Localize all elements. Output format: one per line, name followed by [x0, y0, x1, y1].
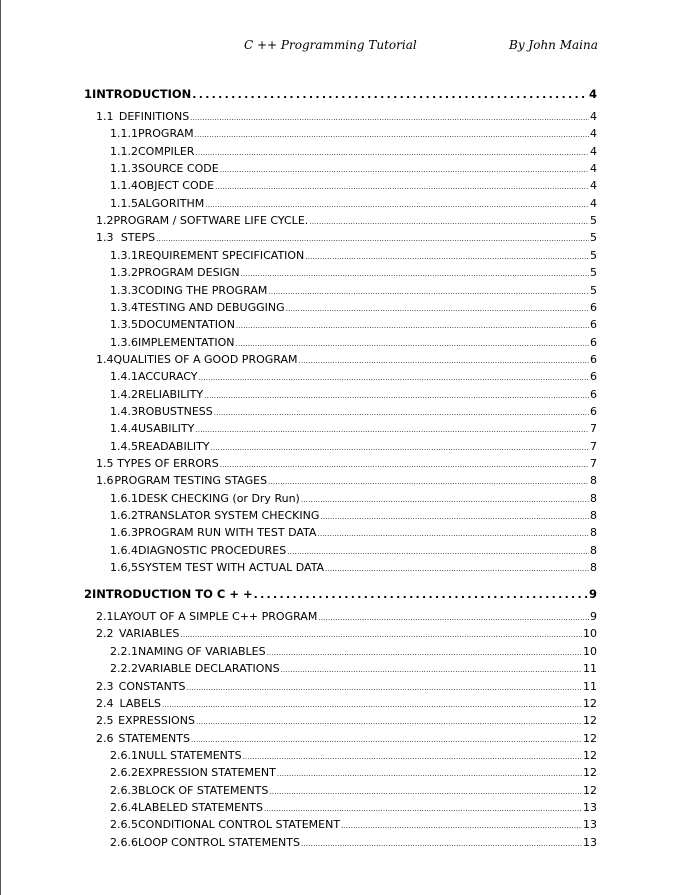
toc-dot-leader	[267, 645, 582, 658]
toc-dot-leader	[187, 680, 582, 693]
toc-number: 1.6.4	[110, 543, 138, 557]
toc-dot-leader	[277, 766, 582, 779]
toc-label: DOCUMENTATION	[138, 318, 235, 332]
toc-page-number: 8	[590, 543, 597, 557]
toc-page-number: 12	[583, 766, 597, 780]
toc-page-number: 4	[590, 127, 597, 141]
toc-page-number: 6	[590, 404, 597, 418]
toc-number: 2.1	[96, 610, 114, 624]
toc-dot-leader	[309, 214, 589, 227]
toc-dot-leader	[301, 836, 582, 849]
toc-label: ROBUSTNESS	[138, 404, 213, 418]
toc-entry[interactable]	[110, 318, 597, 335]
toc-number: 1.3.3	[110, 283, 138, 297]
toc-number: 1.4.5	[110, 439, 138, 453]
toc-dot-leader	[220, 457, 589, 470]
toc-page-number: 12	[583, 783, 597, 797]
toc-number: 2.6.2	[110, 766, 138, 780]
header-title: C ++ Programming Tutorial	[244, 38, 417, 52]
toc-label: CODING THE PROGRAM	[138, 283, 268, 297]
toc-page-number: 8	[590, 526, 597, 540]
toc-entry[interactable]	[84, 87, 597, 107]
toc-dot-leader	[162, 697, 582, 710]
toc-dot-leader	[220, 162, 589, 175]
toc-page-number: 12	[583, 696, 597, 710]
toc-entry[interactable]	[84, 587, 597, 607]
toc-label: DESK CHECKING (or Dry Run)	[138, 491, 300, 505]
toc-number: 1.6.3	[110, 526, 138, 540]
toc-entry[interactable]	[96, 680, 597, 697]
toc-entry[interactable]	[110, 836, 597, 853]
toc-page-number: 10	[583, 627, 597, 641]
toc-page-number: 4	[590, 144, 597, 158]
toc-label: IMPLEMENTATION	[138, 335, 235, 349]
toc-number: 1.5	[96, 457, 114, 470]
toc-page-number: 6	[590, 387, 597, 401]
toc-entry[interactable]	[110, 422, 597, 439]
toc-page-number: 9	[590, 610, 597, 624]
toc-label: USABILITY	[138, 422, 195, 436]
toc-entry[interactable]	[110, 266, 597, 283]
toc-label: PROGRAM	[138, 127, 194, 141]
toc-dot-leader	[264, 801, 582, 814]
toc-page-number: 12	[583, 731, 597, 745]
toc-dot-leader	[156, 231, 589, 244]
toc-page-number: 8	[590, 561, 597, 575]
toc-entry[interactable]	[110, 749, 597, 766]
toc-number: 2.3	[96, 679, 114, 693]
toc-entry[interactable]	[110, 197, 597, 214]
toc-label: LAYOUT OF A SIMPLE C++ PROGRAM	[113, 610, 318, 624]
toc-label: PROGRAM TESTING STAGES	[114, 474, 268, 488]
toc-entry[interactable]	[110, 440, 597, 457]
toc-dot-leader	[268, 284, 589, 297]
toc-label: CONDITIONAL CONTROL STATEMENT	[138, 818, 341, 832]
toc-page-number: 12	[583, 748, 597, 762]
toc-label: DEFINITIONS	[118, 110, 190, 123]
toc-entry[interactable]	[110, 784, 597, 801]
toc-entry[interactable]	[96, 697, 597, 714]
toc-dot-leader	[325, 561, 589, 574]
toc-entry[interactable]	[110, 509, 597, 526]
toc-label: QUALITIES OF A GOOD PROGRAM	[113, 352, 298, 366]
toc-dot-leader	[236, 336, 589, 349]
toc-entry[interactable]	[110, 127, 597, 144]
toc-entry[interactable]	[96, 214, 597, 231]
toc-number: 1.3.5	[110, 318, 138, 332]
toc-number: 1.4.2	[110, 387, 138, 401]
toc-label: INTRODUCTION TO C + +	[92, 587, 253, 602]
toc-label: REQUIREMENT SPECIFICATION	[138, 248, 305, 262]
toc-entry[interactable]	[96, 610, 597, 627]
toc-label: PROGRAM / SOFTWARE LIFE CYCLE.	[113, 214, 309, 228]
toc-entry[interactable]	[110, 818, 597, 835]
toc-entry[interactable]	[96, 353, 597, 370]
toc-dot-leader	[317, 526, 589, 539]
toc-label: STATEMENTS	[118, 731, 190, 745]
toc-number: 1.1.3	[110, 162, 138, 176]
toc-entry[interactable]	[110, 179, 597, 196]
toc-page-number: 10	[583, 644, 597, 658]
toc-number: 1	[84, 87, 93, 101]
toc-label: COMPILER	[138, 144, 195, 158]
toc-dot-leader	[268, 474, 589, 487]
toc-entry[interactable]	[110, 336, 597, 353]
toc-dot-leader	[287, 544, 589, 557]
toc-label: OBJECT CODE	[138, 179, 215, 193]
toc-label: EXPRESSIONS	[118, 714, 195, 728]
toc-page-number: 6	[590, 370, 597, 384]
toc-dot-leader	[190, 110, 589, 123]
toc-dot-leader	[195, 422, 589, 435]
toc-label: ALGORITHM	[138, 196, 205, 210]
toc-label: EXPRESSION STATEMENT	[138, 766, 276, 780]
toc-dot-leader	[320, 509, 589, 522]
toc-label: RELIABILITY	[138, 387, 204, 401]
toc-number: 2.5	[96, 714, 114, 728]
toc-entry[interactable]	[110, 526, 597, 543]
toc-page-number: 12	[583, 714, 597, 728]
toc-page-number: 13	[583, 835, 597, 849]
toc-number: 2.6.1	[110, 748, 138, 762]
toc-entry[interactable]	[110, 405, 597, 422]
toc-dot-leader	[215, 179, 589, 192]
toc-dot-leader	[241, 266, 589, 279]
toc-page-number: 8	[590, 491, 597, 505]
toc-dot-leader	[211, 440, 589, 453]
toc-dot-leader	[180, 627, 582, 640]
toc-page-number: 7	[590, 439, 597, 453]
toc-page-number: 5	[590, 283, 597, 297]
toc-entry[interactable]	[110, 284, 597, 301]
toc-number: 2	[84, 587, 93, 602]
toc-page-number: 4	[590, 196, 597, 210]
toc-dot-leader	[269, 784, 582, 797]
toc-number: 2.6.6	[110, 835, 138, 849]
toc-entry[interactable]	[96, 231, 597, 248]
toc-number: 1.1.5	[110, 196, 138, 210]
toc-entry[interactable]	[110, 662, 597, 679]
toc-entry[interactable]	[96, 732, 597, 749]
toc-label: READABILITY	[138, 439, 210, 453]
toc-page-number: 5	[590, 231, 597, 245]
toc-dot-leader	[196, 714, 582, 727]
toc-label: SYSTEM TEST WITH ACTUAL DATA	[138, 561, 325, 575]
page-header	[0, 38, 678, 56]
toc-page-number: 5	[590, 266, 597, 280]
toc-number: 2.6.3	[110, 783, 138, 797]
toc-number: 1.1	[96, 110, 114, 123]
toc-entry[interactable]	[96, 714, 597, 731]
toc-page-number: 5	[590, 248, 597, 262]
toc-entry[interactable]	[110, 162, 597, 179]
toc-page-number: 5	[590, 214, 597, 228]
toc-number: 2.6.4	[110, 800, 138, 814]
toc-label: STEPS	[120, 231, 156, 245]
header-author: By John Maina	[509, 38, 598, 52]
toc-number: 1.1.2	[110, 144, 138, 158]
toc-entry[interactable]	[110, 249, 597, 266]
toc-page-number: 4	[588, 87, 597, 101]
toc-label: INTRODUCTION	[92, 87, 192, 101]
toc-page-number: 9	[588, 587, 597, 602]
toc-entry[interactable]	[110, 801, 597, 818]
toc-dot-leader	[341, 818, 582, 831]
page-left-border	[0, 0, 1, 895]
toc-page-number: 8	[590, 509, 597, 523]
toc-label: SOURCE CODE	[138, 162, 219, 176]
toc-dot-leader	[254, 587, 588, 601]
toc-label: NAMING OF VARIABLES	[138, 644, 266, 658]
toc-dot-leader	[236, 318, 589, 331]
toc-entry[interactable]	[110, 492, 597, 509]
toc-number: 1.3.4	[110, 300, 138, 314]
toc-label: VARIABLE DECLARATIONS	[138, 662, 280, 676]
toc-dot-leader	[243, 749, 582, 762]
toc-entry[interactable]	[110, 301, 597, 318]
toc-dot-leader	[195, 145, 589, 158]
toc-entry[interactable]	[96, 110, 597, 127]
toc-page-number: 11	[583, 679, 597, 693]
toc-page-number: 4	[590, 179, 597, 193]
toc-dot-leader	[191, 732, 582, 745]
toc-dot-leader	[214, 405, 589, 418]
toc-page-number: 6	[590, 300, 597, 314]
toc-label: NULL STATEMENTS	[138, 748, 242, 762]
toc-page-number: 4	[590, 110, 597, 123]
toc-number: 2.4	[96, 696, 114, 710]
toc-number: 1.2	[96, 214, 114, 228]
toc-label: LOOP CONTROL STATEMENTS	[138, 835, 300, 849]
toc-entry[interactable]	[110, 766, 597, 783]
toc-entry[interactable]	[110, 370, 597, 387]
toc-entry[interactable]	[96, 457, 597, 474]
toc-label: VARIABLES	[119, 627, 180, 641]
toc-page-number: 13	[583, 818, 597, 832]
toc-number: 1.6.1	[110, 491, 138, 505]
toc-label: TYPES OF ERRORS	[117, 457, 219, 470]
toc-dot-leader	[281, 662, 582, 675]
toc-dot-leader	[301, 492, 589, 505]
toc-label: LABELED STATEMENTS	[138, 800, 264, 814]
toc-number: 1.4.4	[110, 422, 138, 436]
toc-number: 2.6	[96, 731, 114, 745]
toc-dot-leader	[192, 87, 588, 101]
toc-entry[interactable]	[110, 645, 597, 662]
toc-dot-leader	[204, 388, 589, 401]
toc-page-number: 4	[590, 162, 597, 176]
toc-dot-leader	[195, 127, 589, 140]
toc-number: 1.1.4	[110, 179, 138, 193]
toc-number: 1.4.3	[110, 404, 138, 418]
toc-label: ACCURACY	[138, 370, 198, 384]
toc-entry[interactable]	[96, 627, 597, 644]
toc-page-number: 6	[590, 352, 597, 366]
toc-number: 2.6.5	[110, 818, 138, 832]
toc-page-number: 8	[590, 474, 597, 488]
toc-label: TRANSLATOR SYSTEM CHECKING	[138, 509, 320, 523]
toc-label: CONSTANTS	[118, 679, 186, 693]
toc-number: 2.2	[96, 627, 114, 641]
toc-label: TESTING AND DEBUGGING	[138, 300, 285, 314]
toc-page-number: 11	[583, 662, 597, 676]
toc-number: 1.3.6	[110, 335, 138, 349]
toc-label: PROGRAM RUN WITH TEST DATA	[138, 526, 317, 540]
toc-number: 2.2.1	[110, 644, 138, 658]
toc-entry[interactable]	[110, 544, 597, 561]
toc-page-number: 7	[590, 457, 597, 470]
toc-entry[interactable]	[110, 388, 597, 405]
toc-label: DIAGNOSTIC PROCEDURES	[138, 543, 287, 557]
toc-label: LABELS	[119, 696, 162, 710]
toc-label: BLOCK OF STATEMENTS	[138, 783, 269, 797]
toc-dot-leader	[286, 301, 589, 314]
toc-entry[interactable]	[110, 561, 597, 578]
toc-page-number: 6	[590, 335, 597, 349]
toc-number: 1.6.2	[110, 509, 138, 523]
toc-number: 1.4	[96, 352, 114, 366]
toc-dot-leader	[205, 197, 589, 210]
toc-number: 1.1.1	[110, 127, 138, 141]
toc-number: 1.6,5	[110, 561, 138, 575]
toc-page-number: 7	[590, 422, 597, 436]
toc-page-number: 6	[590, 318, 597, 332]
toc-page-number: 13	[583, 800, 597, 814]
toc-number: 1.3.2	[110, 266, 138, 280]
toc-dot-leader	[305, 249, 589, 262]
toc-entry[interactable]	[96, 474, 597, 491]
toc-number: 2.2.2	[110, 662, 138, 676]
toc-number: 1.4.1	[110, 370, 138, 384]
toc-dot-leader	[198, 370, 589, 383]
toc-entry[interactable]	[110, 145, 597, 162]
toc-number: 1.6	[96, 474, 114, 488]
toc-number: 1.3.1	[110, 248, 138, 262]
toc-dot-leader	[298, 353, 589, 366]
toc-label: PROGRAM DESIGN	[138, 266, 240, 280]
toc-dot-leader	[318, 610, 589, 623]
toc-number: 1.3	[96, 231, 114, 245]
